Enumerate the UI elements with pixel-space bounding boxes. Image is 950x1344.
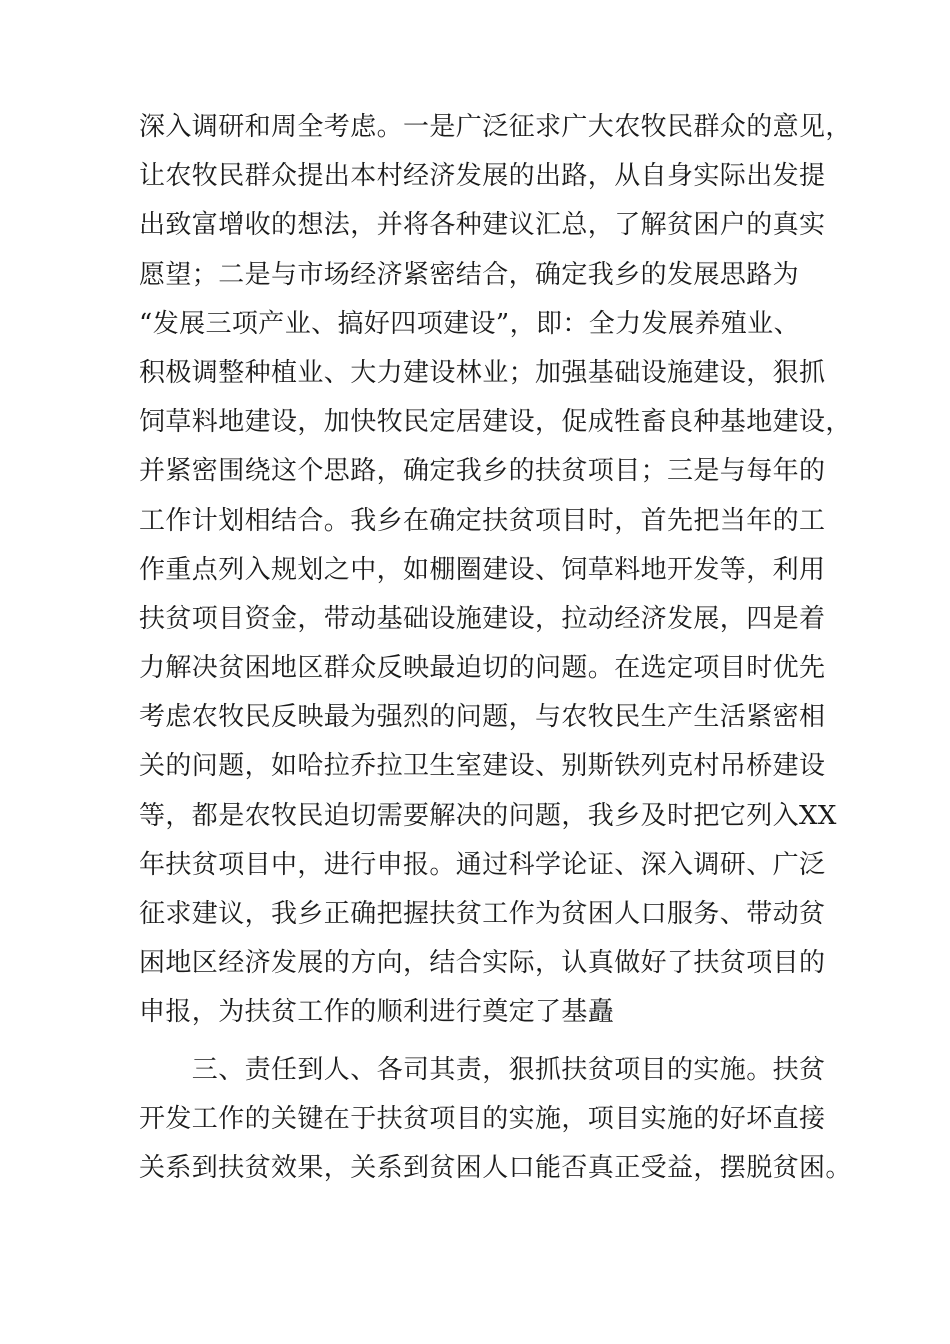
text-line: “发展三项产业、搞好四项建设”，即：全力发展养殖业、 xyxy=(139,308,800,339)
text-line: 让农牧民群众提出本村经济发展的出路，从自身实际出发提 xyxy=(139,161,826,192)
text-line: 关系到扶贫效果，关系到贫困人口能否真正受益，摆脱贫困。 xyxy=(139,1152,852,1183)
paragraph-2 xyxy=(139,1046,852,1194)
text-line: 深入调研和周全考虑。一是广泛征求广大农牧民群众的意见， xyxy=(139,112,852,142)
text-line: 力解决贫困地区群众反映最迫切的问题。在选定项目时优先 xyxy=(139,653,826,684)
paragraph-gap xyxy=(139,1038,829,1046)
text-line: 困地区经济发展的方向，结合实际，认真做好了扶贫项目的 xyxy=(139,948,826,979)
text-line: 申报，为扶贫工作的顺利进行奠定了基矗 xyxy=(139,997,615,1028)
text-line: 饲草料地建设，加快牧民定居建设，促成牲畜良种基地建设， xyxy=(139,407,852,438)
text-line: 关的问题，如哈拉乔拉卫生室建设、别斯铁列克村吊桥建设 xyxy=(139,751,826,782)
text-line: 扶贫项目资金，带动基础设施建设，拉动经济发展，四是着 xyxy=(139,603,826,634)
text-line: 出致富增收的想法，并将各种建议汇总，了解贫困户的真实 xyxy=(139,210,826,241)
text-line: 考虑农牧民反映最为强烈的问题，与农牧民生产生活紧密相 xyxy=(139,702,826,733)
text-line: 年扶贫项目中，进行申报。通过科学论证、深入调研、广泛 xyxy=(139,849,826,880)
text-line: 征求建议，我乡正确把握扶贫工作为贫困人口服务、带动贫 xyxy=(139,899,826,929)
document-body xyxy=(139,103,852,1193)
text-line: 作重点列入规划之中，如棚圈建设、饲草料地开发等，利用 xyxy=(139,554,826,585)
text-line: 积极调整种植业、大力建设林业；加强基础设施建设，狠抓 xyxy=(139,357,826,388)
text-line: 愿望；二是与市场经济紧密结合，确定我乡的发展思路为 xyxy=(139,259,800,290)
text-line: 三、责任到人、各司其责，狠抓扶贫项目的实施。扶贫 xyxy=(139,1054,826,1085)
text-line: 等，都是农牧民迫切需要解决的问题，我乡及时把它列入XX xyxy=(139,800,837,831)
text-line: 并紧密围绕这个思路，确定我乡的扶贫项目；三是与每年的 xyxy=(139,456,826,487)
text-line: 工作计划相结合。我乡在确定扶贫项目时，首先把当年的工 xyxy=(139,505,826,536)
paragraph-1 xyxy=(139,103,852,1038)
text-line: 开发工作的关键在于扶贫项目的实施，项目实施的好坏直接 xyxy=(139,1103,826,1134)
